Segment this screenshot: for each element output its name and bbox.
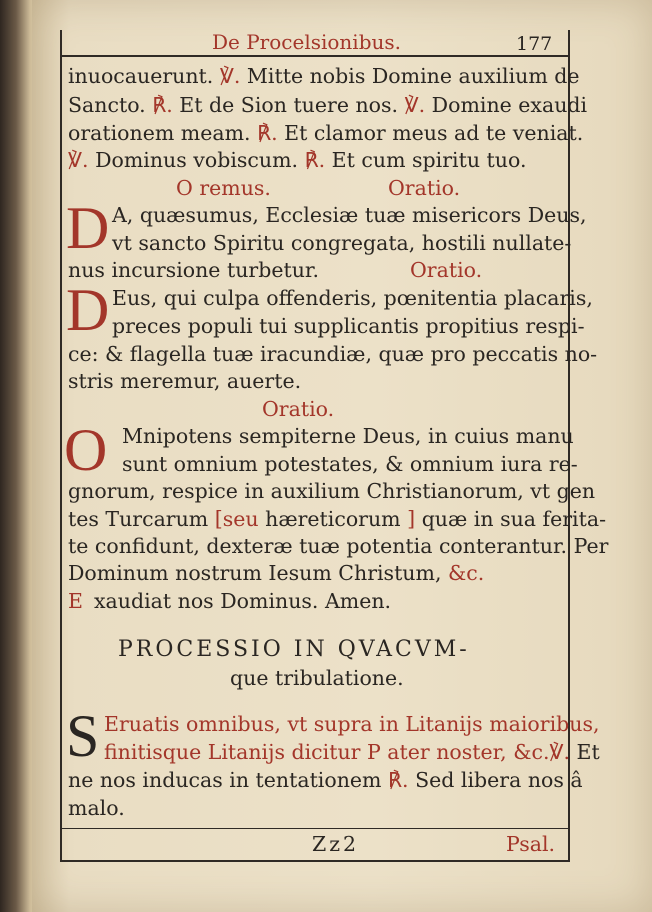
footer-rule — [60, 828, 570, 829]
response-mark: ℟. — [257, 121, 278, 145]
initial-letter: E — [68, 589, 83, 613]
text-line: Sancto. ℟. Et de Sion tuere nos. ℣. Domine exaudi — [68, 93, 588, 117]
text-line: ce: & flagella tuæ iracundiæ, quæ pro peccatis no- — [68, 342, 598, 366]
oremus-label: O remus. — [176, 176, 271, 200]
text-line: xaudiat nos Dominus. Amen. — [94, 589, 392, 613]
drop-capital: O — [64, 417, 108, 483]
text-line: vt sancto Spiritu congregata, hostili nullate- — [112, 231, 572, 255]
drop-capital: S — [66, 703, 100, 769]
text-line: ℣. Dominus vobiscum. ℟. Et cum spiritu tuo. — [68, 148, 527, 172]
versicle-mark: ℣. — [549, 740, 571, 764]
section-heading: PROCESSIO IN QVACVM- — [118, 637, 470, 662]
text-line: inuocauerunt. ℣. Mitte nobis Domine auxilium de — [68, 64, 580, 88]
text-line: gnorum, respice in auxilium Christianorum, vt gen — [68, 479, 596, 503]
drop-capital: D — [66, 277, 110, 343]
text-line: Mnipotens sempiterne Deus, in cuius manu — [122, 424, 574, 448]
page-number: 177 — [516, 33, 553, 55]
section-subheading: que tribulatione. — [230, 666, 404, 690]
drop-capital: D — [66, 195, 110, 261]
bracket-mark: ] — [407, 507, 416, 531]
text-line: tes Turcarum [seu hæreticorum ] quæ in sua ferita- — [68, 507, 606, 531]
response-mark: ℟. — [304, 148, 326, 172]
catchword: Psal. — [506, 832, 556, 856]
text-line: ne nos inducas in tentationem ℟. Sed libera nos â — [68, 768, 583, 792]
top-rule — [60, 55, 570, 57]
running-title: De Procelsionibus. — [212, 30, 402, 54]
text-line: finitisque Litanijs dicitur P ater noster, &c.℣. Et — [104, 740, 600, 764]
signature-mark: Zz2 — [312, 832, 360, 856]
oratio-heading: Oratio. — [410, 258, 483, 282]
bracket-mark: [seu — [214, 507, 259, 531]
text-line: sunt omnium potestates, & omnium iura re- — [122, 452, 578, 476]
text-line: te confidunt, dexteræ tuæ potentia conterantur. Per — [68, 534, 609, 558]
text-line: orationem meam. ℟. Et clamor meus ad te veniat. — [68, 121, 584, 145]
response-mark: ℟. — [152, 93, 173, 117]
versicle-mark: ℣. — [404, 93, 426, 117]
text-line: nus incursione turbetur. — [68, 258, 319, 282]
text-line: Eus, qui culpa offenderis, pœnitentia placaris, — [112, 286, 593, 310]
bottom-rule — [60, 860, 570, 862]
text-line: preces populi tui supplicantis propitius respi- — [112, 314, 585, 338]
text-line: Dominum nostrum Iesum Christum, &c. — [68, 561, 485, 585]
versicle-mark: ℣. — [219, 64, 241, 88]
response-mark: ℟. — [388, 768, 409, 792]
versicle-mark: ℣. — [68, 148, 89, 172]
left-rule — [60, 30, 62, 860]
text-line: malo. — [68, 796, 125, 820]
oratio-heading: Oratio. — [262, 397, 335, 421]
text-line: stris meremur, auerte. — [68, 369, 302, 393]
oratio-heading: Oratio. — [388, 176, 461, 200]
text-line: A, quæsumus, Ecclesiæ tuæ misericors Deus, — [112, 203, 587, 227]
rubric-line: Eruatis omnibus, vt supra in Litanijs maioribus, — [104, 712, 600, 736]
